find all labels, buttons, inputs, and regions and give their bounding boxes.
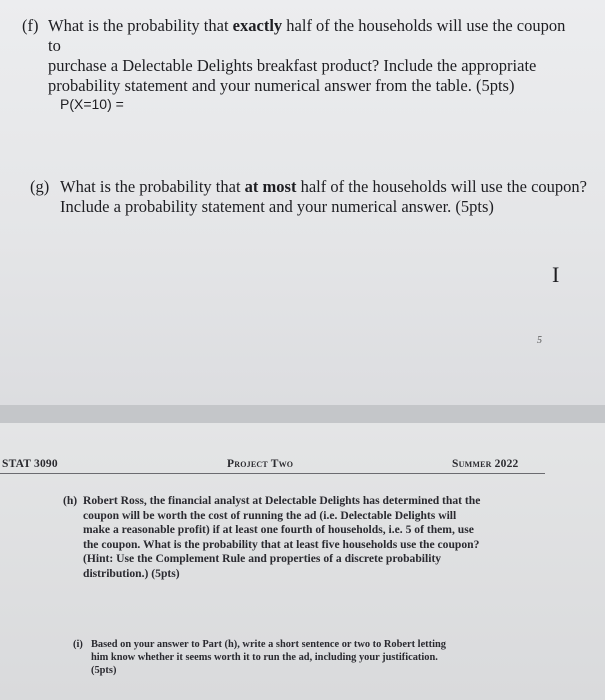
question-h-line-5: (Hint: Use the Complement Rule and properties of a discrete probability bbox=[83, 552, 442, 566]
question-i bbox=[73, 638, 533, 677]
question-h-line-6: distribution.) (5pts) bbox=[83, 566, 180, 580]
text-cursor-icon: I bbox=[552, 262, 560, 287]
header-rule bbox=[0, 473, 545, 474]
question-f bbox=[20, 16, 580, 96]
question-h-line-2: coupon will be worth the cost of running the ad (i.e. Delectable Delights will bbox=[83, 508, 457, 522]
question-i-line-3: (5pts) bbox=[91, 665, 117, 676]
question-g bbox=[30, 177, 590, 217]
question-g-label: (g) bbox=[30, 177, 50, 196]
page-gap bbox=[0, 405, 605, 423]
question-f-line-1: What is the probability that exactly half of the households will use the coupon to bbox=[48, 16, 566, 55]
question-h-line-3: make a reasonable profit) if at least one fourth of households, i.e. 5 of them, use bbox=[83, 523, 474, 537]
question-i-line-2: him know whether it seems worth it to run the ad, including your justification. bbox=[91, 652, 438, 663]
term-label: Summer 2022 bbox=[452, 458, 519, 470]
question-i-line-1: Based on your answer to Part (h), write a short sentence or two to Robert letting bbox=[91, 639, 446, 650]
question-g-line-2: Include a probability statement and your numerical answer. (5pts) bbox=[60, 197, 494, 216]
question-h-label: (h) bbox=[63, 494, 78, 507]
question-f-label: (f) bbox=[22, 16, 39, 35]
question-h-line-1: Robert Ross, the financial analyst at Delectable Delights has determined that the bbox=[83, 494, 481, 507]
project-title: Project Two bbox=[227, 458, 294, 470]
question-h bbox=[63, 494, 533, 582]
question-g-line-1: What is the probability that at most half of the households will use the coupon? bbox=[60, 177, 587, 196]
probability-statement: P(X=10) = bbox=[60, 96, 124, 112]
course-code: STAT 3090 bbox=[2, 458, 58, 470]
question-f-line-2: purchase a Delectable Delights breakfast product? Include the appropriate bbox=[48, 56, 537, 75]
question-i-label: (i) bbox=[73, 639, 83, 650]
question-f-line-3: probability statement and your numerical answer from the table. (5pts) bbox=[48, 76, 515, 95]
page-number: 5 bbox=[537, 335, 542, 346]
question-h-line-4: the coupon. What is the probability that at least five households use the coupon? bbox=[83, 537, 480, 551]
